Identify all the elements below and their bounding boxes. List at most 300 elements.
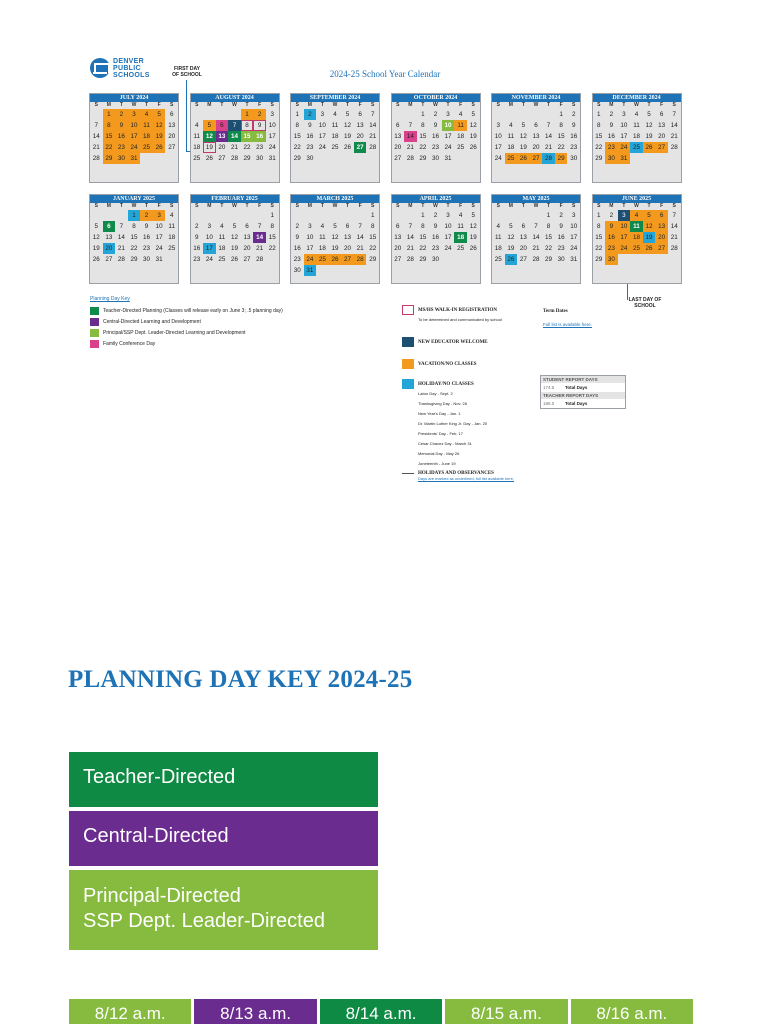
day-cell: 30 (115, 153, 128, 164)
weekday-letter: F (660, 203, 664, 209)
underline-swatch (402, 473, 414, 474)
weekday-row (291, 102, 379, 109)
day-cell: 24 (494, 155, 502, 162)
weekday-letter: S (396, 102, 400, 108)
day-cell: 29 (130, 256, 138, 263)
day-cell: 8 (103, 120, 116, 131)
weekday-row (90, 102, 178, 109)
day-cell: 18 (632, 133, 640, 140)
walk-in-note: To be determined and communicated by school (418, 317, 502, 322)
day-cell: 21 (670, 234, 678, 241)
weekday-letter: F (459, 203, 463, 209)
day-cell: 5 (333, 223, 337, 230)
day-cell: 12 (344, 122, 352, 129)
day-cell: 14 (532, 234, 540, 241)
day-cell: 18 (168, 234, 176, 241)
weekday-letter: S (170, 203, 174, 209)
day-cell: 19 (643, 232, 656, 243)
day-cell: 5 (643, 210, 656, 221)
weekday-letter: W (232, 102, 237, 108)
day-cell: 25 (630, 243, 643, 254)
day-cell: 2 (295, 223, 300, 230)
mini-key-central: Central-Directed Learning and Development (90, 316, 390, 327)
day-cell: 29 (419, 155, 427, 162)
weekday-letter: W (131, 102, 137, 108)
month-header: SEPTEMBER 2024 (291, 94, 379, 102)
day-cell: 20 (532, 144, 540, 151)
day-cell: 7 (94, 122, 99, 129)
weekday-letter: M (106, 102, 111, 108)
day-cell: 15 (419, 133, 427, 140)
day-cell: 16 (306, 133, 314, 140)
day-cell: 4 (333, 111, 337, 118)
central-directed-box: Central-Directed (69, 811, 378, 866)
day-cell: 18 (331, 133, 339, 140)
day-cell: 8 (270, 223, 274, 230)
day-cell: 2 (253, 109, 266, 120)
last-day-label: LAST DAY OF SCHOOL (628, 297, 662, 309)
day-cell: 22 (595, 144, 603, 151)
day-cell: 15 (595, 234, 603, 241)
day-cell: 17 (128, 131, 141, 142)
day-cell: 21 (545, 144, 553, 151)
day-cell: 22 (557, 144, 565, 151)
day-cell: 24 (128, 142, 141, 153)
weekday-letter: S (195, 203, 199, 209)
day-cell: 23 (306, 144, 314, 151)
day-cell: 11 (454, 120, 467, 131)
day-cell: 15 (545, 234, 553, 241)
day-cell: 14 (369, 122, 377, 129)
weekday-letter: F (559, 102, 563, 108)
day-cell: 2 (609, 212, 614, 219)
month-december-2024 (592, 93, 682, 183)
weekday-row (392, 102, 480, 109)
empty-cell (216, 210, 229, 221)
day-cell: 18 (140, 131, 153, 142)
weekday-letter: W (332, 203, 338, 209)
day-cell: 25 (316, 254, 329, 265)
day-cell: 14 (356, 234, 364, 241)
day-cell: 9 (559, 223, 563, 230)
day-cell: 20 (243, 245, 251, 252)
day-cell: 2 (140, 210, 153, 221)
day-cell: 13 (105, 234, 113, 241)
legend-vacation: VACATION/NO CLASSES (402, 359, 542, 369)
day-cell: 19 (203, 142, 216, 153)
day-cell: 8 (370, 223, 375, 230)
day-cell: 19 (645, 133, 653, 140)
legend-observances: HOLIDAYS AND OBSERVANCES (402, 471, 542, 476)
day-cell: 10 (618, 221, 631, 232)
day-cell: 20 (394, 144, 402, 151)
day-cell: 12 (153, 120, 166, 131)
day-cell: 25 (457, 144, 465, 151)
day-cell: 28 (354, 254, 367, 265)
day-cell: 28 (256, 256, 264, 263)
empty-cell (103, 210, 116, 221)
legend-holiday: HOLIDAY/NO CLASSES (402, 379, 542, 389)
day-cell: 23 (605, 142, 618, 153)
day-cell: 22 (293, 144, 301, 151)
weekday-letter: F (559, 203, 563, 209)
month-november-2024 (491, 93, 581, 183)
day-cell: 25 (218, 256, 226, 263)
day-cell: 30 (306, 155, 314, 162)
weekday-letter: S (471, 203, 475, 209)
day-cell: 23 (143, 245, 151, 252)
day-cell: 4 (630, 210, 643, 221)
day-cell: 14 (545, 133, 553, 140)
day-cell: 21 (369, 133, 377, 140)
day-cell: 27 (519, 256, 527, 263)
day-cell: 27 (655, 142, 668, 153)
weekday-letter: T (320, 102, 324, 108)
day-cell: 30 (431, 155, 439, 162)
legend-new-educator: NEW EDUCATOR WELCOME (402, 337, 542, 347)
day-cell: 14 (117, 234, 125, 241)
month-header: MARCH 2025 (291, 195, 379, 203)
weekday-letter: F (459, 102, 463, 108)
day-cell: 17 (268, 133, 276, 140)
weekday-letter: S (597, 203, 601, 209)
day-cell: 20 (218, 144, 226, 151)
day-cell: 21 (406, 245, 414, 252)
holiday-list (402, 389, 542, 469)
weekday-letter: S (295, 102, 299, 108)
weekday-letter: F (258, 102, 262, 108)
day-cell: 19 (469, 234, 477, 241)
day-cell: 14 (228, 131, 241, 142)
day-cell: 18 (494, 245, 502, 252)
weekday-letter: S (195, 102, 199, 108)
day-cell: 4 (634, 111, 639, 118)
weekday-row (492, 102, 580, 109)
day-cell: 20 (344, 245, 352, 252)
empty-cell (329, 210, 342, 221)
day-cell: 28 (92, 155, 100, 162)
weekday-letter: F (258, 203, 262, 209)
day-cell: 13 (356, 122, 364, 129)
weekday-letter: T (346, 203, 350, 209)
day-cell: 31 (570, 256, 578, 263)
day-cell: 14 (92, 133, 100, 140)
day-cell: 5 (345, 111, 350, 118)
weekday-row (593, 102, 681, 109)
day-cell: 13 (243, 234, 251, 241)
day-cell: 11 (331, 122, 339, 129)
day-cell: 31 (268, 155, 276, 162)
day-cell: 29 (243, 155, 251, 162)
day-cell: 8 (132, 223, 136, 230)
day-cell: 16 (293, 245, 301, 252)
day-cell: 19 (469, 133, 477, 140)
weekday-letter: W (634, 203, 639, 209)
day-cell: 17 (620, 133, 628, 140)
day-cell: 26 (643, 243, 656, 254)
empty-cell (492, 210, 505, 221)
weekday-letter: S (396, 203, 400, 209)
day-cell: 10 (205, 234, 213, 241)
day-cell: 18 (457, 133, 465, 140)
day-cell: 17 (494, 144, 502, 151)
weekday-letter: T (245, 203, 249, 209)
weekday-letter: T (622, 203, 626, 209)
empty-cell (530, 109, 543, 120)
empty-cell (517, 109, 530, 120)
calendar-title: 2024-25 School Year Calendar (329, 69, 441, 79)
weekday-letter: W (533, 102, 539, 108)
weekday-letter: S (170, 102, 174, 108)
weekday-letter: S (496, 203, 500, 209)
day-cell: 5 (471, 212, 475, 219)
day-cell: 25 (505, 153, 518, 164)
day-cell: 12 (519, 133, 527, 140)
day-cell: 24 (155, 245, 163, 252)
day-cell: 26 (329, 254, 342, 265)
day-cell: 1 (421, 111, 425, 118)
day-cell: 28 (670, 144, 678, 151)
month-header: NOVEMBER 2024 (492, 94, 580, 102)
day-cell: 19 (230, 245, 238, 252)
weekday-letter: F (358, 102, 362, 108)
day-cell: 16 (143, 234, 151, 241)
day-cell: 3 (153, 210, 166, 221)
day-cell: 7 (119, 223, 124, 230)
day-cell: 27 (394, 256, 402, 263)
term-dates-link[interactable]: Full list is available here. (543, 322, 593, 327)
day-cell: 16 (431, 133, 439, 140)
day-cell: 18 (507, 144, 515, 151)
day-cell: 6 (534, 122, 538, 129)
day-cell: 2 (195, 223, 199, 230)
empty-cell (241, 210, 254, 221)
day-cell: 22 (595, 245, 603, 252)
day-cell: 13 (394, 133, 402, 140)
day-cell: 20 (655, 232, 668, 243)
legend-walk-in: MS/HS WALK-IN REGISTRATION (402, 305, 542, 315)
weekday-letter: W (433, 102, 438, 108)
month-header: FEBRUARY 2025 (191, 195, 279, 203)
day-cell: 13 (655, 221, 668, 232)
day-cell: 4 (140, 109, 153, 120)
day-cell: 23 (293, 256, 301, 263)
day-cell: 31 (618, 153, 631, 164)
day-cell: 13 (519, 234, 527, 241)
day-cell: 7 (546, 122, 551, 129)
planning-day-cell: 8/13 a.m. (194, 999, 316, 1024)
day-cell: 5 (203, 120, 216, 131)
day-cell: 29 (369, 256, 377, 263)
day-cell: 6 (358, 111, 362, 118)
empty-cell (115, 210, 128, 221)
day-cell: 10 (442, 120, 455, 131)
day-cell: 28 (406, 155, 414, 162)
day-cell: 9 (253, 120, 266, 131)
day-cell: 22 (419, 245, 427, 252)
day-cell: 17 (306, 245, 314, 252)
day-cell: 17 (203, 243, 216, 254)
weekday-letter: S (270, 102, 274, 108)
teacher-directed-box: Teacher-Directed (69, 752, 378, 807)
day-cell: 21 (256, 245, 264, 252)
weekday-letter: T (145, 203, 149, 209)
day-cell: 10 (620, 122, 628, 129)
day-cell: 18 (318, 245, 326, 252)
principal-swatch (90, 329, 99, 337)
day-cell: 10 (570, 223, 578, 230)
weekday-letter: S (371, 102, 375, 108)
month-header: AUGUST 2024 (191, 94, 279, 102)
weekday-letter: W (533, 203, 539, 209)
empty-cell (341, 210, 354, 221)
day-cell: 30 (605, 254, 618, 265)
day-cell: 6 (103, 221, 116, 232)
empty-cell (505, 210, 518, 221)
day-cell: 26 (517, 153, 530, 164)
day-cell: 12 (331, 234, 339, 241)
holiday-swatch (402, 379, 414, 389)
day-cell: 24 (570, 245, 578, 252)
day-cell: 31 (128, 153, 141, 164)
holiday-item: New Year's Day - Jan. 1 (418, 411, 461, 416)
mini-key-family: Family Conference Day (90, 338, 390, 349)
day-cell: 28 (542, 153, 555, 164)
day-cell: 15 (268, 234, 276, 241)
day-cell: 21 (356, 245, 364, 252)
day-grid (392, 210, 480, 265)
day-cell: 14 (406, 234, 414, 241)
day-cell: 30 (605, 153, 618, 164)
day-cell: 3 (128, 109, 141, 120)
mini-key-principal: Principal/SSP Dept. Leader-Directed Learning and Development (90, 327, 390, 338)
day-cell: 1 (597, 212, 601, 219)
day-cell: 13 (344, 234, 352, 241)
day-cell: 29 (103, 153, 116, 164)
day-cell: 3 (446, 212, 450, 219)
weekday-letter: S (94, 203, 98, 209)
day-cell: 10 (494, 133, 502, 140)
day-cell: 17 (618, 232, 631, 243)
teacher-swatch (90, 307, 99, 315)
day-cell: 10 (318, 122, 326, 129)
day-cell: 27 (354, 142, 367, 153)
day-cell: 17 (444, 133, 452, 140)
calendar-legend (402, 305, 542, 481)
day-cell: 6 (216, 120, 229, 131)
family-swatch (90, 340, 99, 348)
day-cell: 2 (304, 109, 317, 120)
day-cell: 17 (318, 133, 326, 140)
day-cell: 23 (605, 243, 618, 254)
weekday-letter: T (446, 203, 450, 209)
day-cell: 1 (270, 212, 274, 219)
day-cell: 25 (630, 142, 643, 153)
day-cell: 25 (168, 245, 176, 252)
day-cell: 13 (394, 234, 402, 241)
day-cell: 28 (230, 155, 238, 162)
planning-day-cell: 8/12 a.m. (69, 999, 191, 1024)
day-cell: 25 (193, 155, 201, 162)
day-cell: 22 (130, 245, 138, 252)
observances-link[interactable]: Days are marked as underlined; full list available here. (418, 476, 515, 481)
day-cell: 15 (103, 131, 116, 142)
day-cell: 9 (308, 122, 312, 129)
weekday-letter: T (346, 102, 350, 108)
day-cell: 30 (431, 256, 439, 263)
day-cell: 1 (295, 111, 300, 118)
day-cell: 5 (232, 223, 237, 230)
day-cell: 1 (241, 109, 254, 120)
month-september-2024 (290, 93, 380, 183)
day-cell: 4 (320, 223, 325, 230)
holiday-item: Thanksgiving Day - Nov. 28 (418, 401, 467, 406)
day-cell: 25 (494, 256, 502, 263)
day-cell: 3 (496, 122, 501, 129)
day-grid (191, 109, 279, 164)
month-header: DECEMBER 2024 (593, 94, 681, 102)
planning-day-cell: 8/14 a.m. (320, 999, 442, 1024)
day-cell: 9 (115, 120, 128, 131)
principal-directed-box (69, 870, 378, 950)
day-cell: 6 (245, 223, 249, 230)
weekday-letter: T (220, 203, 224, 209)
day-cell: 14 (404, 131, 417, 142)
day-cell: 12 (230, 234, 238, 241)
weekday-letter: T (647, 203, 651, 209)
day-cell: 15 (595, 133, 603, 140)
weekday-letter: S (496, 102, 500, 108)
day-cell: 16 (570, 133, 578, 140)
mini-key-title[interactable]: Planning Day Key (90, 296, 130, 302)
day-cell: 12 (469, 122, 477, 129)
day-cell: 23 (431, 144, 439, 151)
weekday-letter: W (332, 102, 338, 108)
month-header: MAY 2025 (492, 195, 580, 203)
day-cell: 24 (304, 254, 317, 265)
day-cell: 9 (433, 223, 438, 230)
day-cell: 4 (458, 111, 463, 118)
weekday-row (593, 203, 681, 210)
day-cell: 22 (369, 245, 377, 252)
day-cell: 15 (369, 234, 377, 241)
day-cell: 29 (595, 256, 603, 263)
month-header: JANUARY 2025 (90, 195, 178, 203)
day-cell: 10 (128, 120, 141, 131)
weekday-letter: T (521, 203, 525, 209)
day-cell: 29 (545, 256, 553, 263)
day-cell: 19 (507, 245, 515, 252)
empty-cell (404, 210, 417, 221)
weekday-letter: T (647, 102, 651, 108)
day-cell: 18 (630, 232, 643, 243)
day-cell: 6 (169, 111, 174, 118)
day-cell: 4 (496, 223, 501, 230)
day-cell: 26 (469, 144, 477, 151)
empty-cell (316, 210, 329, 221)
day-cell: 14 (253, 232, 266, 243)
day-cell: 11 (457, 223, 464, 230)
weekday-letter: M (106, 203, 111, 209)
month-header: APRIL 2025 (392, 195, 480, 203)
weekday-row (392, 203, 480, 210)
day-cell: 7 (408, 223, 413, 230)
holiday-item: Dr. Martin Luther King Jr. Day - Jan. 20 (418, 421, 488, 426)
weekday-row (191, 102, 279, 109)
weekday-letter: S (295, 203, 299, 209)
empty-cell (203, 109, 216, 120)
day-cell: 1 (370, 212, 375, 219)
